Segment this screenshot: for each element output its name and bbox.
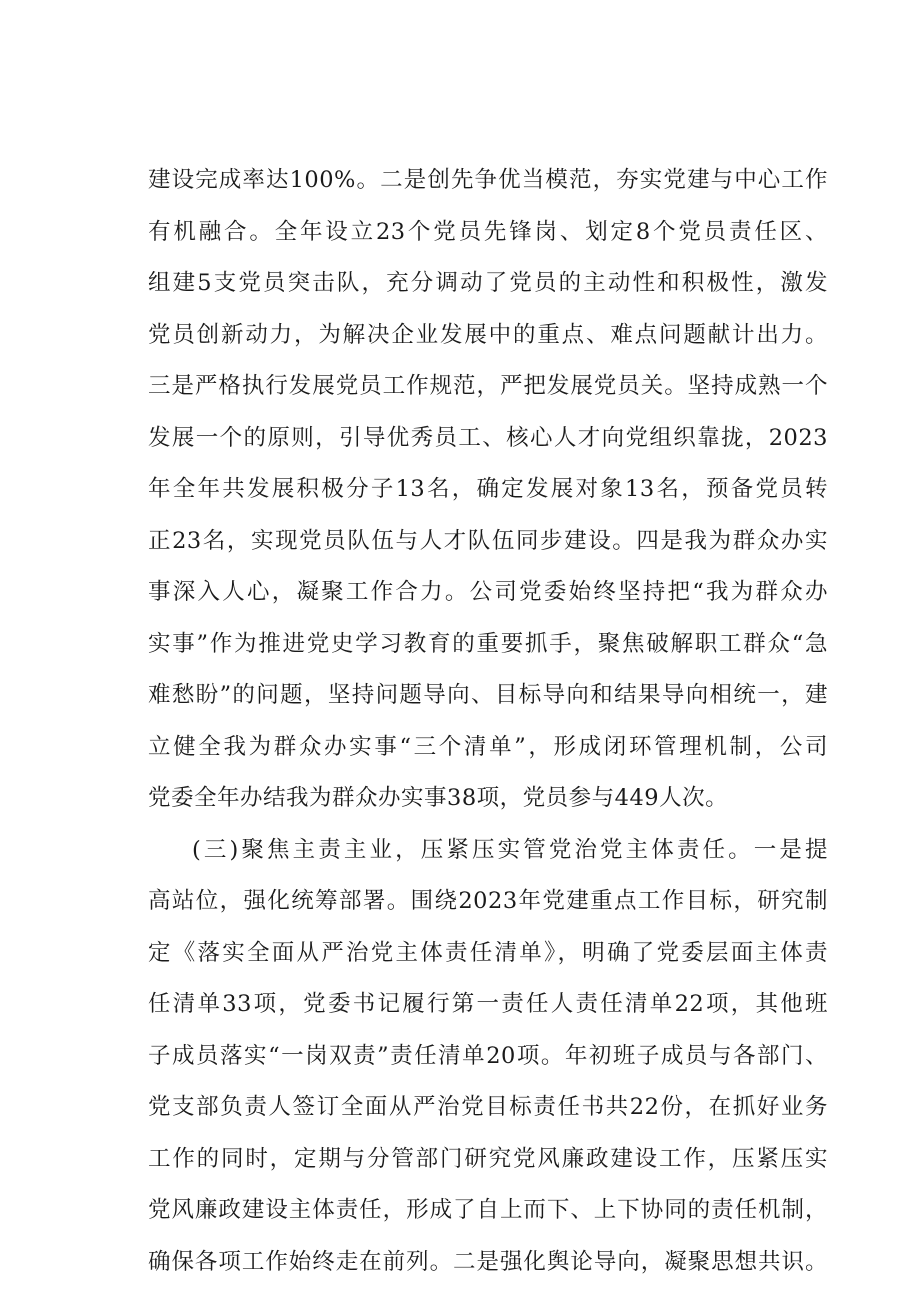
text-line-20: 工作的同时，定期与分管部门研究党风廉政建设工作，压紧压实: [148, 1145, 828, 1172]
text-line-9: 事深入人心，凝聚工作合力。公司党委始终坚持把“我为群众办: [148, 579, 828, 605]
text-line-11: 难愁盼”的问题，坚持问题导向、目标导向和结果导向相统一，建: [148, 682, 828, 708]
text-line-13: 党委全年办结我为群众办实事38项，党员参与449人次。: [148, 785, 729, 811]
text-line-16: 定《落实全面从严治党主体责任清单》，明确了党委层面主体责: [148, 939, 828, 966]
text-line-6: 发展一个的原则，引导优秀员工、核心人才向党组织靠拢，2023: [148, 424, 828, 451]
text-line-17: 任清单33项，党委书记履行第一责任人责任清单22项，其他班: [148, 991, 828, 1017]
section-heading-line: (三)聚焦主责主业，压紧压实管党治党主体责任。一是提: [192, 836, 828, 863]
text-line-2: 有机融合。全年设立23个党员先锋岗、划定8个党员责任区、: [148, 218, 828, 245]
text-line-5: 三是严格执行发展党员工作规范，严把发展党员关。坚持成熟一个: [148, 373, 828, 399]
text-line-8: 正23名，实现党员队伍与人才队伍同步建设。四是我为群众办实: [148, 527, 828, 554]
text-line-3: 组建5支党员突击队，充分调动了党员的主动性和积极性，激发: [148, 270, 828, 296]
body-text: [148, 155, 828, 1288]
text-line-10: 实事”作为推进党史学习教育的重要抓手，聚焦破解职工群众“急: [148, 630, 828, 657]
text-line-22: 确保各项工作始终走在前列。二是强化舆论导向，凝聚思想共识。: [148, 1248, 828, 1275]
text-line-19: 党支部负责人签订全面从严治党目标责任书共22份，在抓好业务: [148, 1094, 828, 1120]
text-line-4: 党员创新动力，为解决企业发展中的重点、难点问题献计出力。: [148, 321, 828, 348]
text-line-12: 立健全我为群众办实事“三个清单”，形成闭环管理机制，公司: [148, 733, 828, 760]
text-line-18: 子成员落实“一岗双责”责任清单20项。年初班子成员与各部门、: [148, 1042, 828, 1069]
text-line-1: 建设完成率达100%。二是创先争优当模范，夯实党建与中心工作: [148, 167, 828, 193]
text-line-7: 年全年共发展积极分子13名，确定发展对象13名，预备党员转: [148, 476, 828, 502]
text-line-15: 高站位，强化统筹部署。围绕2023年党建重点工作目标，研究制: [148, 888, 828, 914]
text-line-21: 党风廉政建设主体责任，形成了自上而下、上下协同的责任机制，: [148, 1197, 828, 1223]
